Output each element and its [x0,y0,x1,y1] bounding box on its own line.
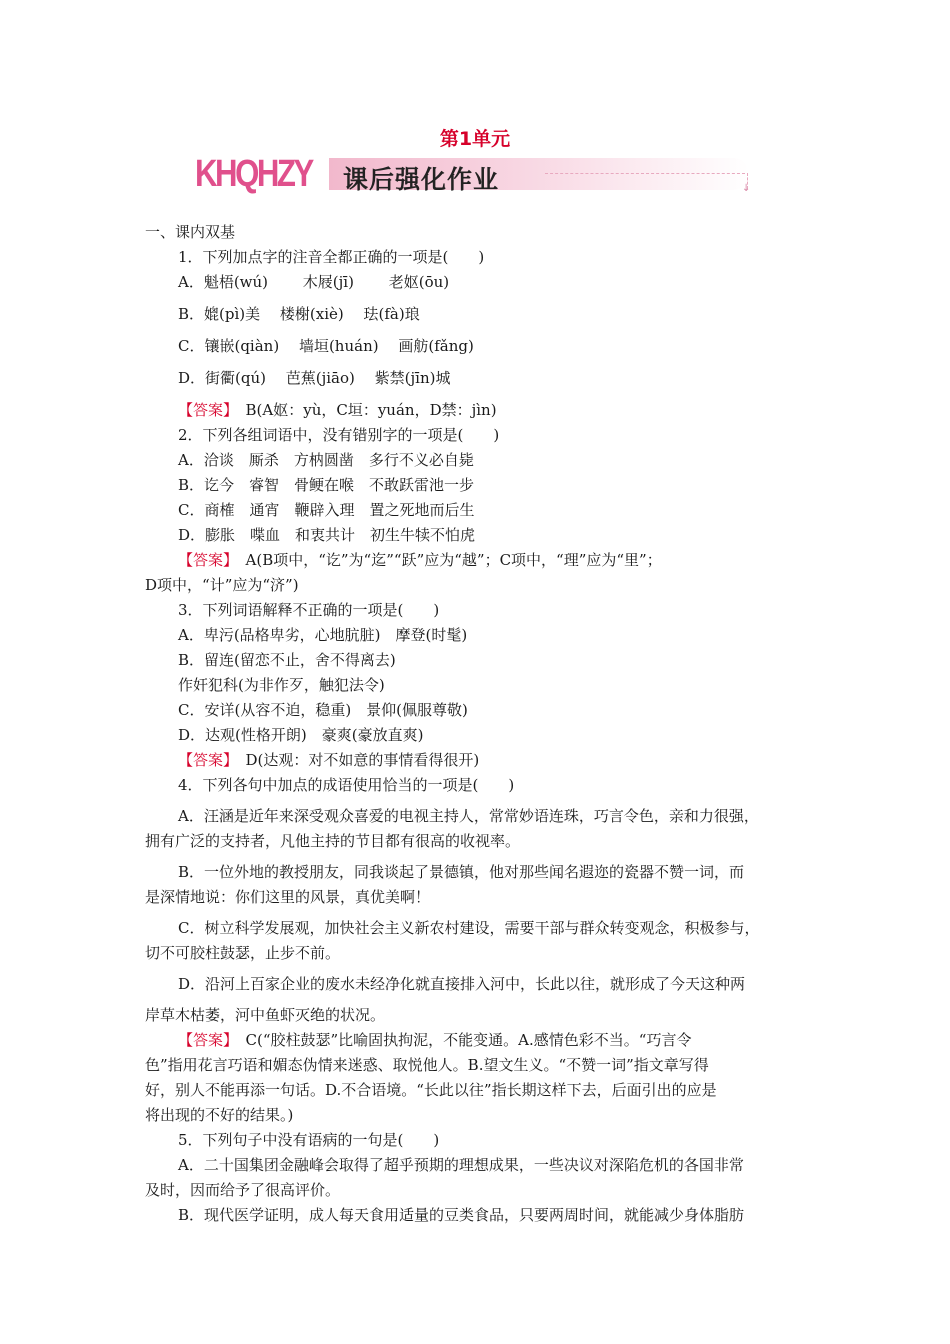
answer-label: 【答案】 [178,551,231,569]
answer-text: C(“胶柱鼓瑟”比喻固执拘泥，不能变通。A.感情色彩不当。“巧言令 [230,1031,692,1049]
question-4-option-b: B．一位外地的教授朋友，同我谈起了景德镇，他对那些闻名遐迩的瓷器不赞一词，而 [178,863,745,881]
question-4-option-b-cont: 是深情地说：你们这里的风景，真优美啊！ [145,888,431,906]
question-1-option-c: C．镶嵌(qiàn) 墙垣(huán) 画舫(fǎng) [178,337,474,355]
question-1-option-b: B．媲(pì)美 楼榭(xiè) 珐(fà)琅 [178,305,420,323]
question-2-stem: 2．下列各组词语中，没有错别字的一项是( ) [178,426,500,444]
question-3-option-a: A．卑污(品格卑劣，心地肮脏) 摩登(时髦) [178,626,468,644]
arrow-down-icon: ↓ [742,183,751,194]
banner-dashed-line [545,173,745,174]
question-3-option-d: D．达观(性格开朗) 豪爽(豪放直爽) [178,726,424,744]
question-2-option-c: C．商榷 通宵 鞭辟入理 置之死地而后生 [178,501,475,519]
question-5-option-a: A．二十国集团金融峰会取得了超乎预期的理想成果，一些决议对深陷危机的各国非常 [178,1156,744,1174]
question-5-option-a-cont: 及时，因而给予了很高评价。 [145,1181,341,1199]
question-3-stem: 3．下列词语解释不正确的一项是( ) [178,601,440,619]
question-2-answer-cont: D项中，“计”应为“济”) [145,576,299,594]
answer-text: D(达观：对不如意的事情看得很开) [230,751,480,769]
question-4-option-a-cont: 拥有广泛的支持者，凡他主持的节目都有很高的收视率。 [145,832,521,850]
question-4-answer-cont-2: 好，别人不能再添一句话。D.不合语境。“长此以往”指长期这样下去，后面引出的应是 [145,1081,717,1099]
question-3-option-c: C．安详(从容不迫，稳重) 景仰(佩服尊敬) [178,701,468,719]
question-5-stem: 5．下列句子中没有语病的一句是( ) [178,1131,440,1149]
question-1-answer [145,398,810,423]
question-4-answer-cont-1: 色”指用花言巧语和媚态伪情来迷惑、取悦他人。B.望文生义。“不赞一词”指文章写得 [145,1056,709,1074]
answer-text: A(B项中，“讫”为“迄”“跃”应为“越”；C项中，“理”应为“里”； [230,551,662,569]
question-4-option-a: A．汪涵是近年来深受观众喜爱的电视主持人，常常妙语连珠，巧言令色，亲和力很强， [178,807,759,825]
question-4-answer-cont-3: 将出现的不好的结果。) [145,1106,294,1124]
homework-banner [195,153,765,196]
question-2-option-d: D．膨胀 喋血 和衷共计 初生牛犊不怕虎 [178,526,476,544]
question-4-stem: 4．下列各句中加点的成语使用恰当的一项是( ) [178,776,515,794]
question-3-answer [145,748,810,773]
question-3-option-b-cont: 作奸犯科(为非作歹，触犯法令) [178,676,385,694]
banner-brand: KHQHZY [195,153,312,195]
question-1-stem: 1．下列加点字的注音全都正确的一项是( ) [178,248,485,266]
question-2-option-b: B．讫今 睿智 骨鲠在喉 不敢跃雷池一步 [178,476,475,494]
question-2-answer [145,548,810,573]
question-3-option-b: B．留连(留恋不止，舍不得离去) [178,651,396,669]
banner-subtitle: 课后强化作业 [343,165,500,194]
question-1-option-a: A．魁梧(wú) 木屐(jī) 老妪(ōu) [178,273,450,291]
question-4-option-d: D．沿河上百家企业的废水未经净化就直接排入河中，长此以往，就形成了今天这种两 [178,975,746,993]
exercise-content [145,220,810,1228]
question-4-option-d-cont: 岸草木枯萎，河中鱼虾灭绝的状况。 [145,1006,386,1024]
unit-title: 第1单元 [439,128,511,150]
question-4-option-c-cont: 切不可胶柱鼓瑟，止步不前。 [145,944,341,962]
question-4-answer [145,1028,810,1053]
question-4-option-c: C．树立科学发展观，加快社会主义新农村建设，需要干部与群众转变观念，积极参与， [178,919,760,937]
question-1-option-d: D．街衢(qú) 芭蕉(jiāo) 紫禁(jīn)城 [178,369,451,387]
section-title: 一、课内双基 [145,223,236,241]
answer-label: 【答案】 [178,401,231,419]
question-2-option-a: A．洽谈 厮杀 方枘圆凿 多行不义必自毙 [178,451,474,469]
answer-label: 【答案】 [178,1031,231,1049]
question-5-option-b: B．现代医学证明，成人每天食用适量的豆类食品，只要两周时间，就能减少身体脂肪 [178,1206,745,1224]
answer-label: 【答案】 [178,751,231,769]
answer-text: B(A妪：yù，C垣：yuán，D禁：jìn) [230,401,497,419]
